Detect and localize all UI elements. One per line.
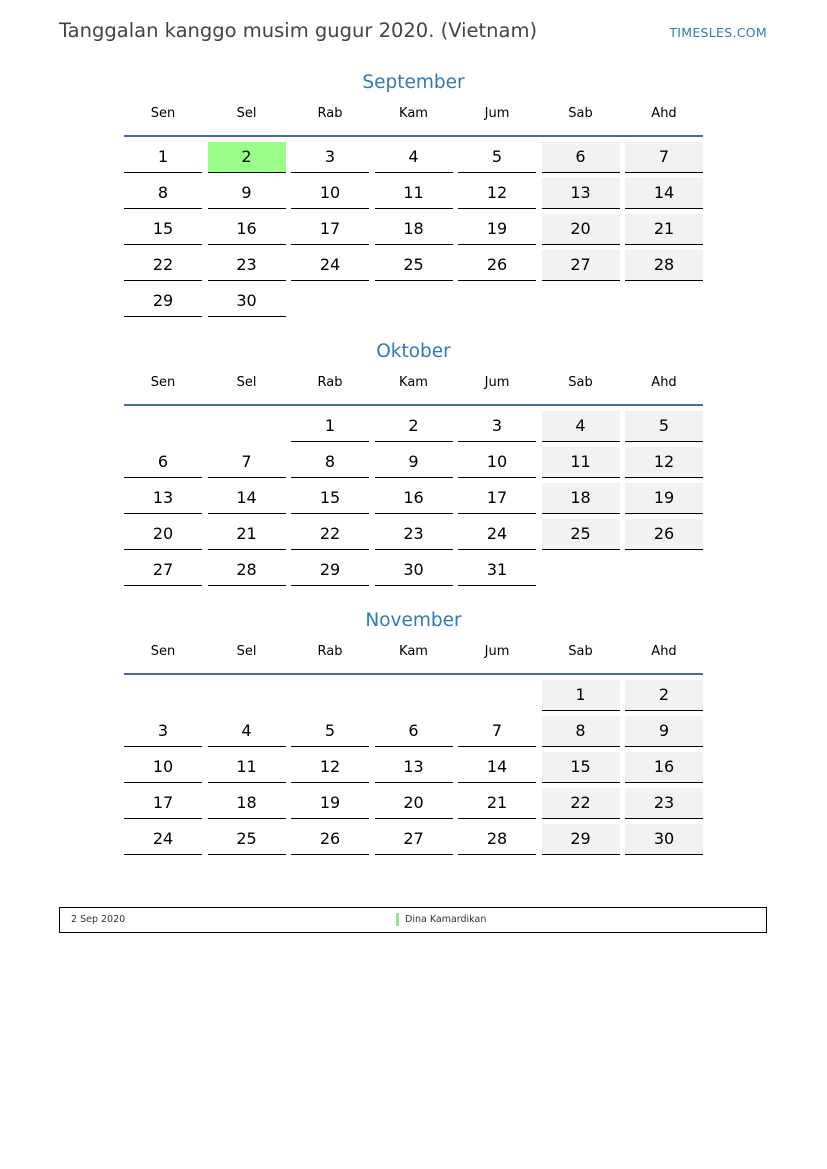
day-cell: 31: [458, 555, 536, 586]
day-cell: 1: [291, 411, 369, 442]
day-cell: 17: [124, 788, 202, 819]
footer-date: 2 Sep 2020: [71, 914, 126, 925]
weekday-label: Sel: [236, 106, 257, 121]
day-cell: 10: [291, 178, 369, 209]
day-cell: 30: [375, 555, 453, 586]
day-cell: 15: [291, 483, 369, 514]
day-cell: 29: [291, 555, 369, 586]
day-cell: 3: [458, 411, 536, 442]
day-cell: 10: [124, 752, 202, 783]
day-cell: 24: [124, 824, 202, 855]
day-cell: 3: [124, 716, 202, 747]
day-cell: 12: [458, 178, 536, 209]
weekday-label: Ahd: [651, 106, 677, 121]
weekday-label: Jum: [484, 375, 510, 390]
weekday-label: Ahd: [651, 644, 677, 659]
holiday-marker: [396, 913, 399, 926]
day-cell: 15: [124, 214, 202, 245]
day-cell: 9: [208, 178, 286, 209]
day-cell: 23: [625, 788, 703, 819]
month-title: September: [362, 72, 465, 93]
day-cell: 17: [458, 483, 536, 514]
day-cell: 18: [542, 483, 620, 514]
day-cell: 7: [208, 447, 286, 478]
day-cell: 30: [208, 286, 286, 317]
day-cell: 14: [625, 178, 703, 209]
day-cell: 25: [208, 824, 286, 855]
day-cell: 8: [291, 447, 369, 478]
weekday-label: Rab: [317, 375, 343, 390]
day-cell: 21: [208, 519, 286, 550]
weekday-label: Sen: [150, 644, 176, 659]
day-cell: 19: [625, 483, 703, 514]
day-cell: 28: [208, 555, 286, 586]
brand-link[interactable]: TIMESLES.COM: [669, 25, 767, 40]
day-cell: 20: [375, 788, 453, 819]
day-cell: 6: [542, 142, 620, 173]
day-cell: 16: [625, 752, 703, 783]
day-cell: 15: [542, 752, 620, 783]
day-cell: 6: [375, 716, 453, 747]
day-cell: 26: [625, 519, 703, 550]
day-cell: 16: [208, 214, 286, 245]
weekday-header-row: [124, 374, 703, 406]
day-cell: 8: [124, 178, 202, 209]
month-title: Oktober: [376, 341, 451, 362]
day-cell: 11: [208, 752, 286, 783]
day-cell: 1: [124, 142, 202, 173]
day-cell: 1: [542, 680, 620, 711]
day-cell: 11: [375, 178, 453, 209]
weekday-header-row: [124, 643, 703, 675]
day-cell: 24: [458, 519, 536, 550]
day-cell: 10: [458, 447, 536, 478]
day-cell: 18: [208, 788, 286, 819]
weekday-label: Sel: [236, 644, 257, 659]
day-cell: 13: [375, 752, 453, 783]
day-cell: 28: [458, 824, 536, 855]
day-cell: 25: [542, 519, 620, 550]
month-2: [124, 608, 703, 848]
day-cell: 23: [208, 250, 286, 281]
month-title: November: [365, 610, 462, 631]
day-cell: 4: [542, 411, 620, 442]
month-0: [124, 70, 703, 310]
day-cell: 4: [375, 142, 453, 173]
day-cell: 14: [208, 483, 286, 514]
weekday-label: Jum: [484, 106, 510, 121]
weekday-label: Sab: [568, 375, 593, 390]
weekday-label: Kam: [399, 106, 428, 121]
day-cell: 25: [375, 250, 453, 281]
weekday-label: Rab: [317, 644, 343, 659]
day-cell: 30: [625, 824, 703, 855]
day-cell: 6: [124, 447, 202, 478]
day-cell: 2: [625, 680, 703, 711]
page-title: Tanggalan kanggo musim gugur 2020. (Vietnam): [59, 19, 538, 42]
day-cell: 12: [625, 447, 703, 478]
day-cell: 29: [124, 286, 202, 317]
day-cell: 27: [124, 555, 202, 586]
day-cell: 5: [458, 142, 536, 173]
weekday-label: Kam: [399, 644, 428, 659]
day-cell: 22: [124, 250, 202, 281]
day-cell: 20: [124, 519, 202, 550]
day-cell: 23: [375, 519, 453, 550]
day-cell-today: 2: [208, 142, 286, 173]
day-cell: 5: [291, 716, 369, 747]
day-cell: 3: [291, 142, 369, 173]
weekday-header-row: [124, 105, 703, 137]
day-cell: 4: [208, 716, 286, 747]
weekday-label: Sen: [150, 106, 176, 121]
weekday-label: Kam: [399, 375, 428, 390]
day-cell: 2: [375, 411, 453, 442]
day-cell: 21: [625, 214, 703, 245]
month-1: [124, 339, 703, 579]
weekday-label: Jum: [484, 644, 510, 659]
day-cell: 11: [542, 447, 620, 478]
day-cell: 22: [542, 788, 620, 819]
day-cell: 9: [625, 716, 703, 747]
weekday-label: Rab: [317, 106, 343, 121]
day-cell: 17: [291, 214, 369, 245]
weekday-label: Sab: [568, 644, 593, 659]
day-cell: 27: [375, 824, 453, 855]
day-cell: 13: [542, 178, 620, 209]
day-cell: 24: [291, 250, 369, 281]
day-cell: 16: [375, 483, 453, 514]
footer-holiday-box: [59, 907, 767, 933]
weekday-label: Ahd: [651, 375, 677, 390]
weekday-label: Sen: [150, 375, 176, 390]
day-cell: 8: [542, 716, 620, 747]
day-cell: 21: [458, 788, 536, 819]
day-cell: 7: [458, 716, 536, 747]
day-cell: 14: [458, 752, 536, 783]
day-cell: 27: [542, 250, 620, 281]
day-cell: 7: [625, 142, 703, 173]
day-cell: 9: [375, 447, 453, 478]
day-cell: 18: [375, 214, 453, 245]
day-cell: 13: [124, 483, 202, 514]
day-cell: 19: [458, 214, 536, 245]
day-cell: 5: [625, 411, 703, 442]
day-cell: 26: [458, 250, 536, 281]
day-cell: 19: [291, 788, 369, 819]
weekday-label: Sel: [236, 375, 257, 390]
footer-holiday-name: Dina Kamardikan: [405, 914, 487, 925]
day-cell: 22: [291, 519, 369, 550]
day-cell: 28: [625, 250, 703, 281]
weekday-label: Sab: [568, 106, 593, 121]
day-cell: 26: [291, 824, 369, 855]
day-cell: 20: [542, 214, 620, 245]
day-cell: 12: [291, 752, 369, 783]
day-cell: 29: [542, 824, 620, 855]
